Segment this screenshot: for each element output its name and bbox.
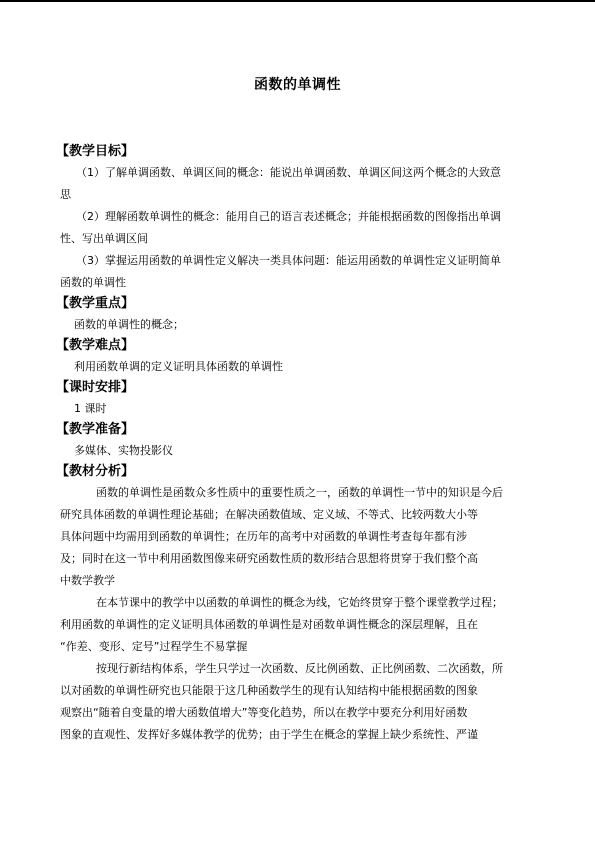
analysis-line: 按现行新结构体系，学生只学过一次函数、反比例函数、正比例函数、二次函数，所 [96,662,503,675]
section-schedule [56,378,540,420]
section-difficulties [56,336,540,378]
objective-line: 性、写出单调区间 [60,232,148,245]
section-heading: 【教学重点】 [56,296,135,311]
section-heading: 【教学难点】 [56,338,135,353]
document-body [56,142,540,746]
analysis-line: “作差、变形、定号”过程学生不易掌握 [60,640,248,653]
section-key-points [56,294,540,336]
section-preparation [56,420,540,462]
page-title: 函数的单调性 [254,77,341,93]
difficulty-line: 利用函数单调的定义证明具体函数的单调性 [74,360,283,373]
analysis-line: 图象的直观性、发挥好多媒体教学的优势；由于学生在概念的掌握上缺少系统性、严谨 [60,728,478,741]
objective-line: 思 [60,188,71,201]
objective-line: （1）了解单调函数、单调区间的概念：能说出单调函数、单调区间这两个概念的大致意 [76,166,501,179]
objective-line: （3）掌握运用函数的单调性定义解决一类具体问题：能运用函数的单调性定义证明简单 [76,254,501,267]
analysis-line: 中数学教学 [60,574,115,587]
section-heading: 【教材分析】 [56,464,135,479]
analysis-line: 研究具体函数的单调性理论基础；在解决函数值域、定义域、不等式、比较两数大小等 [60,508,478,521]
analysis-line: 及；同时在这一节中利用函数图像来研究函数性质的数形结合思想将贯穿于我们整个高 [60,552,478,565]
analysis-line: 在本节课中的教学中以函数的单调性的概念为线，它始终贯穿于整个课堂教学过程； [96,596,503,609]
preparation-line: 多媒体、实物投影仪 [74,444,173,457]
key-point-line: 函数的单调性的概念； [74,318,184,331]
section-heading: 【课时安排】 [56,380,135,395]
analysis-line: 观察出“随着自变量的增大函数值增大”等变化趋势，所以在教学中要充分利用好函数 [60,706,468,719]
objective-line: （2）理解函数单调性的概念：能用自己的语言表述概念；并能根据函数的图像指出单调 [76,210,501,223]
objective-line: 函数的单调性 [60,276,126,289]
analysis-line: 以对函数的单调性研究也只能限于这几种函数学生的现有认知结构中能根据函数的图象 [60,684,478,697]
section-objectives [56,142,540,294]
section-heading: 【教学准备】 [56,422,135,437]
analysis-line: 具体问题中均需用到函数的单调性；在历年的高考中对函数的单调性考查每年都有涉 [60,530,467,543]
section-heading: 【教学目标】 [56,144,135,159]
section-analysis [56,462,540,746]
analysis-line: 函数的单调性是函数众多性质中的重要性质之一，函数的单调性一节中的知识是今后 [96,486,503,499]
analysis-line: 利用函数的单调性的定义证明具体函数的单调性是对函数单调性概念的深层理解，且在 [60,618,478,631]
top-rule [0,0,595,2]
schedule-line: 1 课时 [74,402,107,415]
